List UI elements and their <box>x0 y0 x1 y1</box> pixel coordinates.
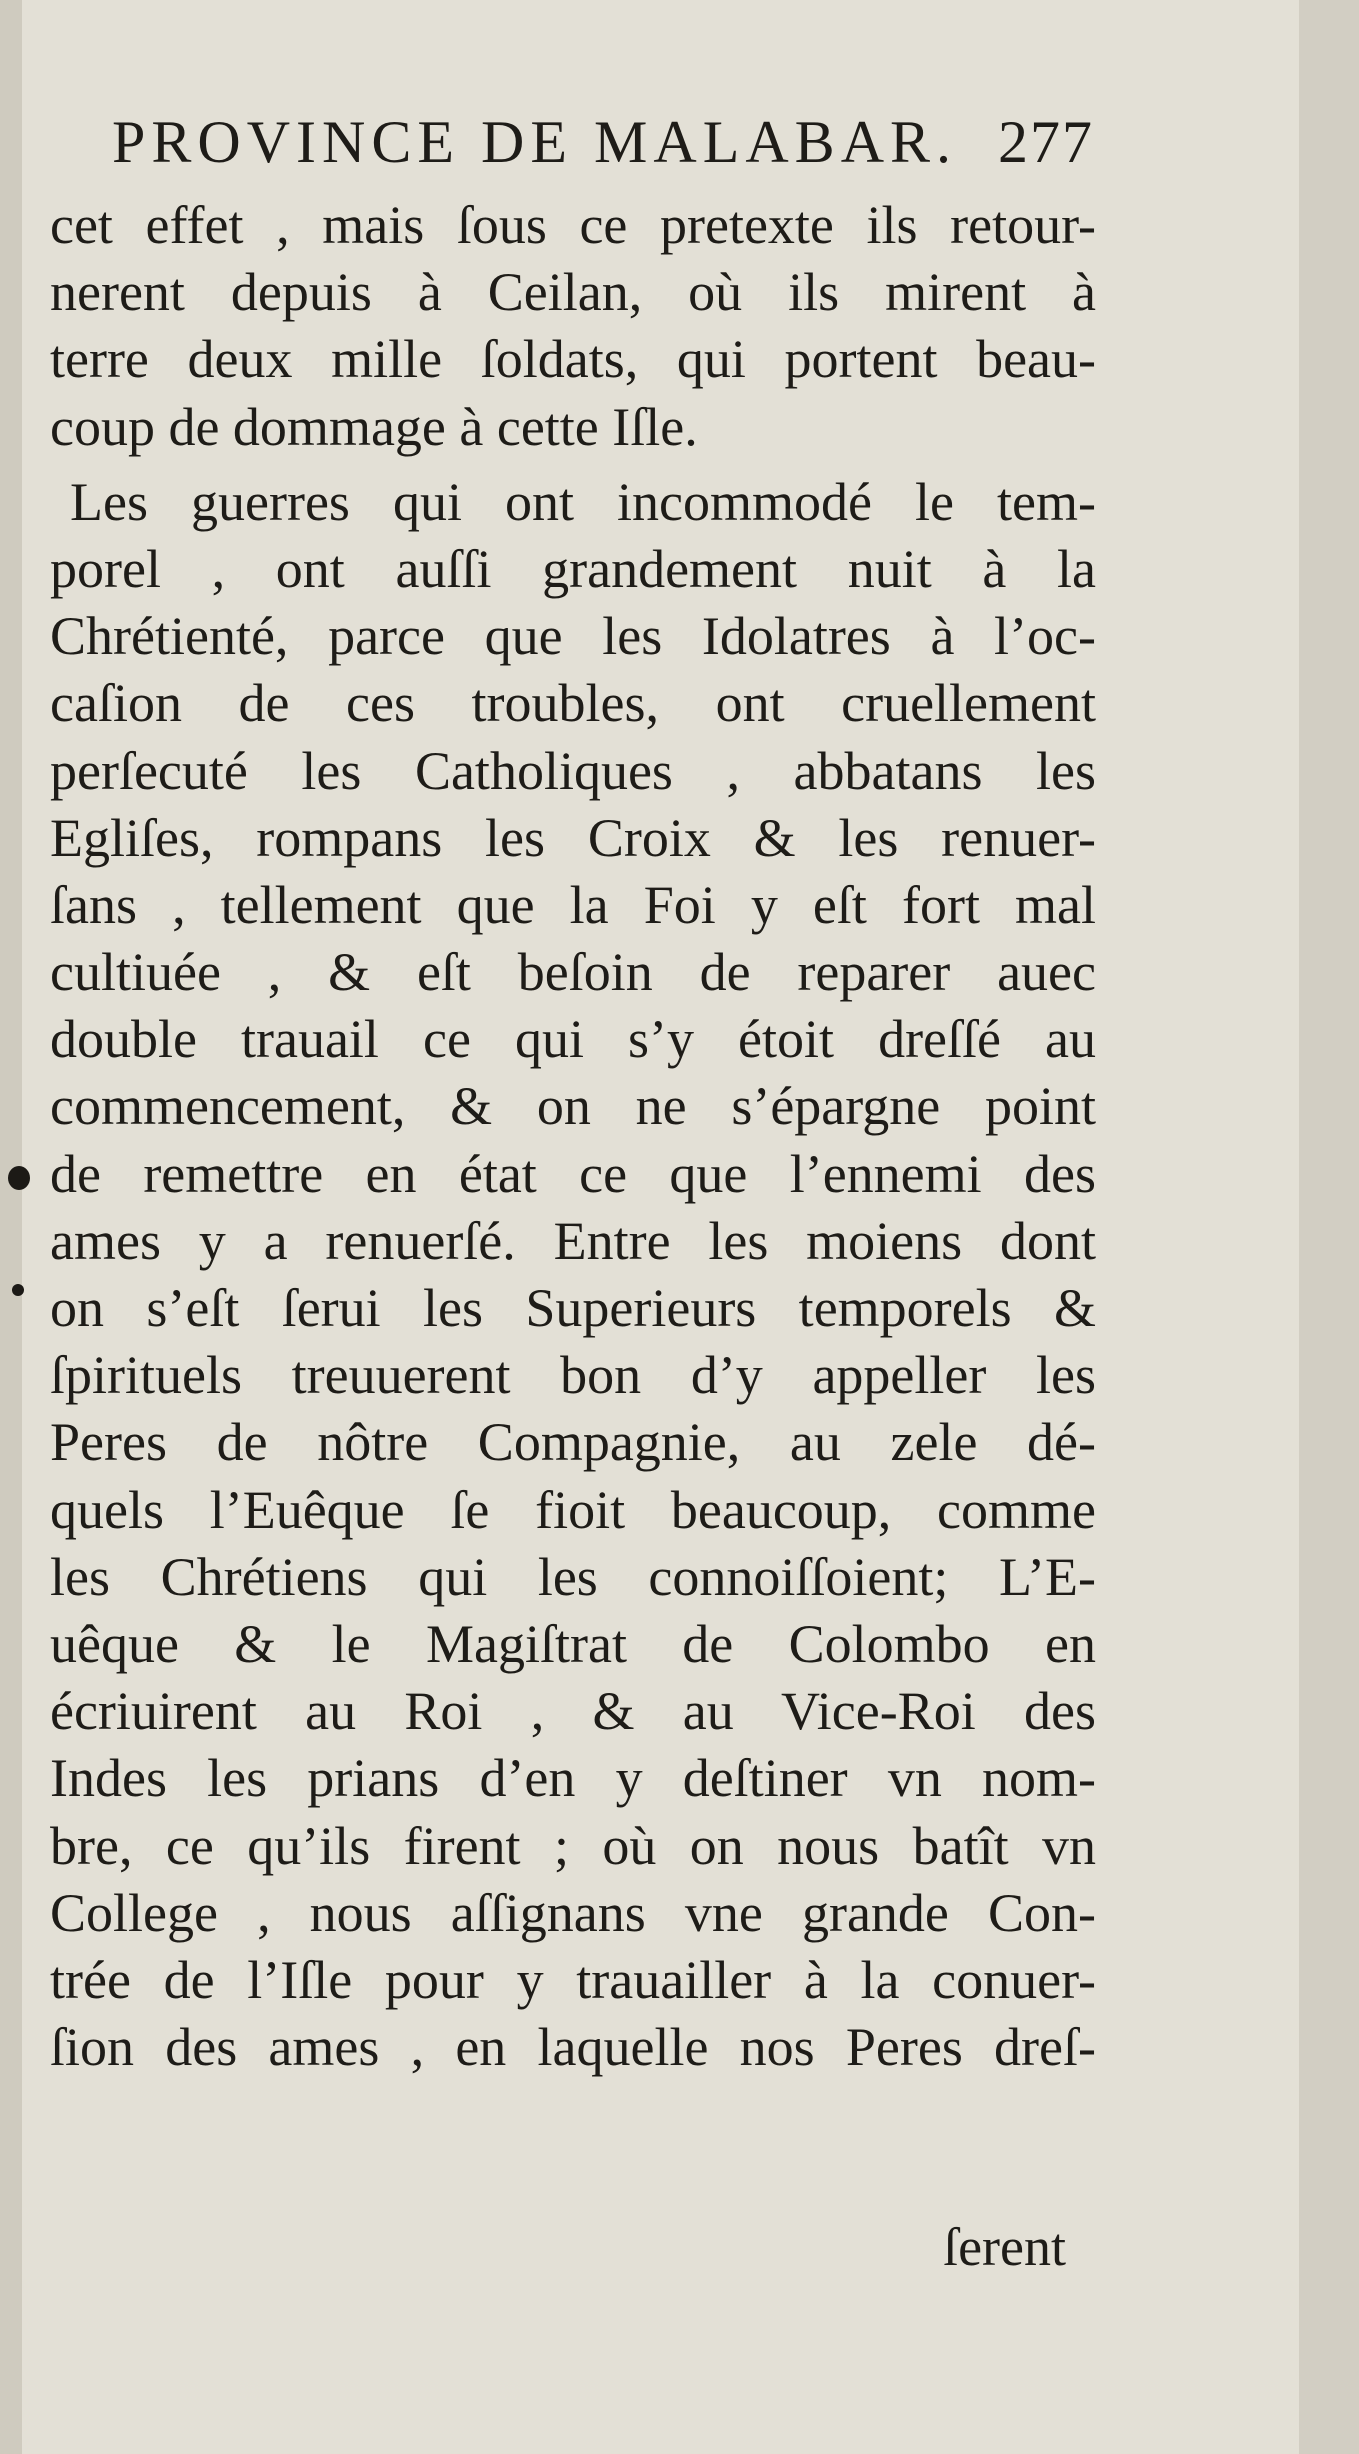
page-edge-shadow <box>1299 0 1359 2454</box>
text-line: Peres de nôtre Compagnie, au zele dé- <box>50 1412 1096 1473</box>
text-line: on s’eſt ſerui les Superieurs temporels & <box>50 1278 1096 1338</box>
text-line: terre deux mille ſoldats, qui portent beau- <box>50 329 1096 390</box>
text-line: cultiuée , & eſt beſoin de reparer auec <box>50 942 1096 1003</box>
text-line: cet effet , mais ſous ce pretexte ils retour- <box>50 195 1096 255</box>
text-line: Les guerres qui ont incommodé le tem- <box>70 471 1096 532</box>
text-line: Egliſes, rompans les Croix & les renuer- <box>50 807 1096 868</box>
text-line: bre, ce qu’ils firent ; où on nous batît vn <box>50 1815 1096 1876</box>
catchword: ſerent <box>943 2217 1066 2277</box>
text-line: caſion de ces troubles, ont cruellement <box>50 673 1096 734</box>
text-line: College , nous aſſignans vne grande Con- <box>50 1882 1096 1943</box>
text-line: Chrétienté, parce que les Idolatres à l’oc- <box>50 606 1096 667</box>
binding-hole <box>8 1166 30 1190</box>
text-line: Indes les prians d’en y deſtiner vn nom- <box>50 1748 1096 1809</box>
text-line: commencement, & on ne s’épargne point <box>50 1076 1096 1137</box>
text-line: perſecuté les Catholiques , abbatans les <box>50 740 1096 801</box>
text-line: ſans , tellement que la Foi y eſt fort mal <box>50 874 1096 935</box>
text-line: nerent depuis à Ceilan, où ils mirent à <box>50 262 1096 323</box>
text-line: porel , ont auſſi grandement nuit à la <box>50 538 1096 599</box>
text-line: quels l’Euêque ſe fioit beaucoup, comme <box>50 1479 1096 1540</box>
text-line: de remettre en état ce que l’ennemi des <box>50 1143 1096 1204</box>
text-line: écriuirent au Roi , & au Vice-Roi des <box>50 1681 1096 1742</box>
text-line: uêque & le Magiſtrat de Colombo en <box>50 1613 1096 1674</box>
text-line: double trauail ce qui s’y étoit dreſſé au <box>50 1009 1096 1070</box>
text-line: ames y a renuerſé. Entre les moiens dont <box>50 1210 1096 1271</box>
page-gutter-shadow <box>0 0 22 2454</box>
text-line: les Chrétiens qui les connoiſſoient; L’E- <box>50 1546 1096 1607</box>
binding-hole <box>12 1284 24 1296</box>
running-head <box>112 108 1094 178</box>
text-line: coup de dommage à cette Iſle. <box>50 396 698 457</box>
page-number: 277 <box>998 109 1094 175</box>
text-line: ſpirituels treuuerent bon d’y appeller les <box>50 1345 1096 1406</box>
body-text <box>50 192 1096 2081</box>
running-title: PROVINCE DE MALABAR. <box>112 109 958 175</box>
text-line: ſion des ames , en laquelle nos Peres dreſ- <box>50 2017 1096 2078</box>
text-line: trée de l’Iſle pour y trauailler à la conuer- <box>50 1949 1096 2010</box>
